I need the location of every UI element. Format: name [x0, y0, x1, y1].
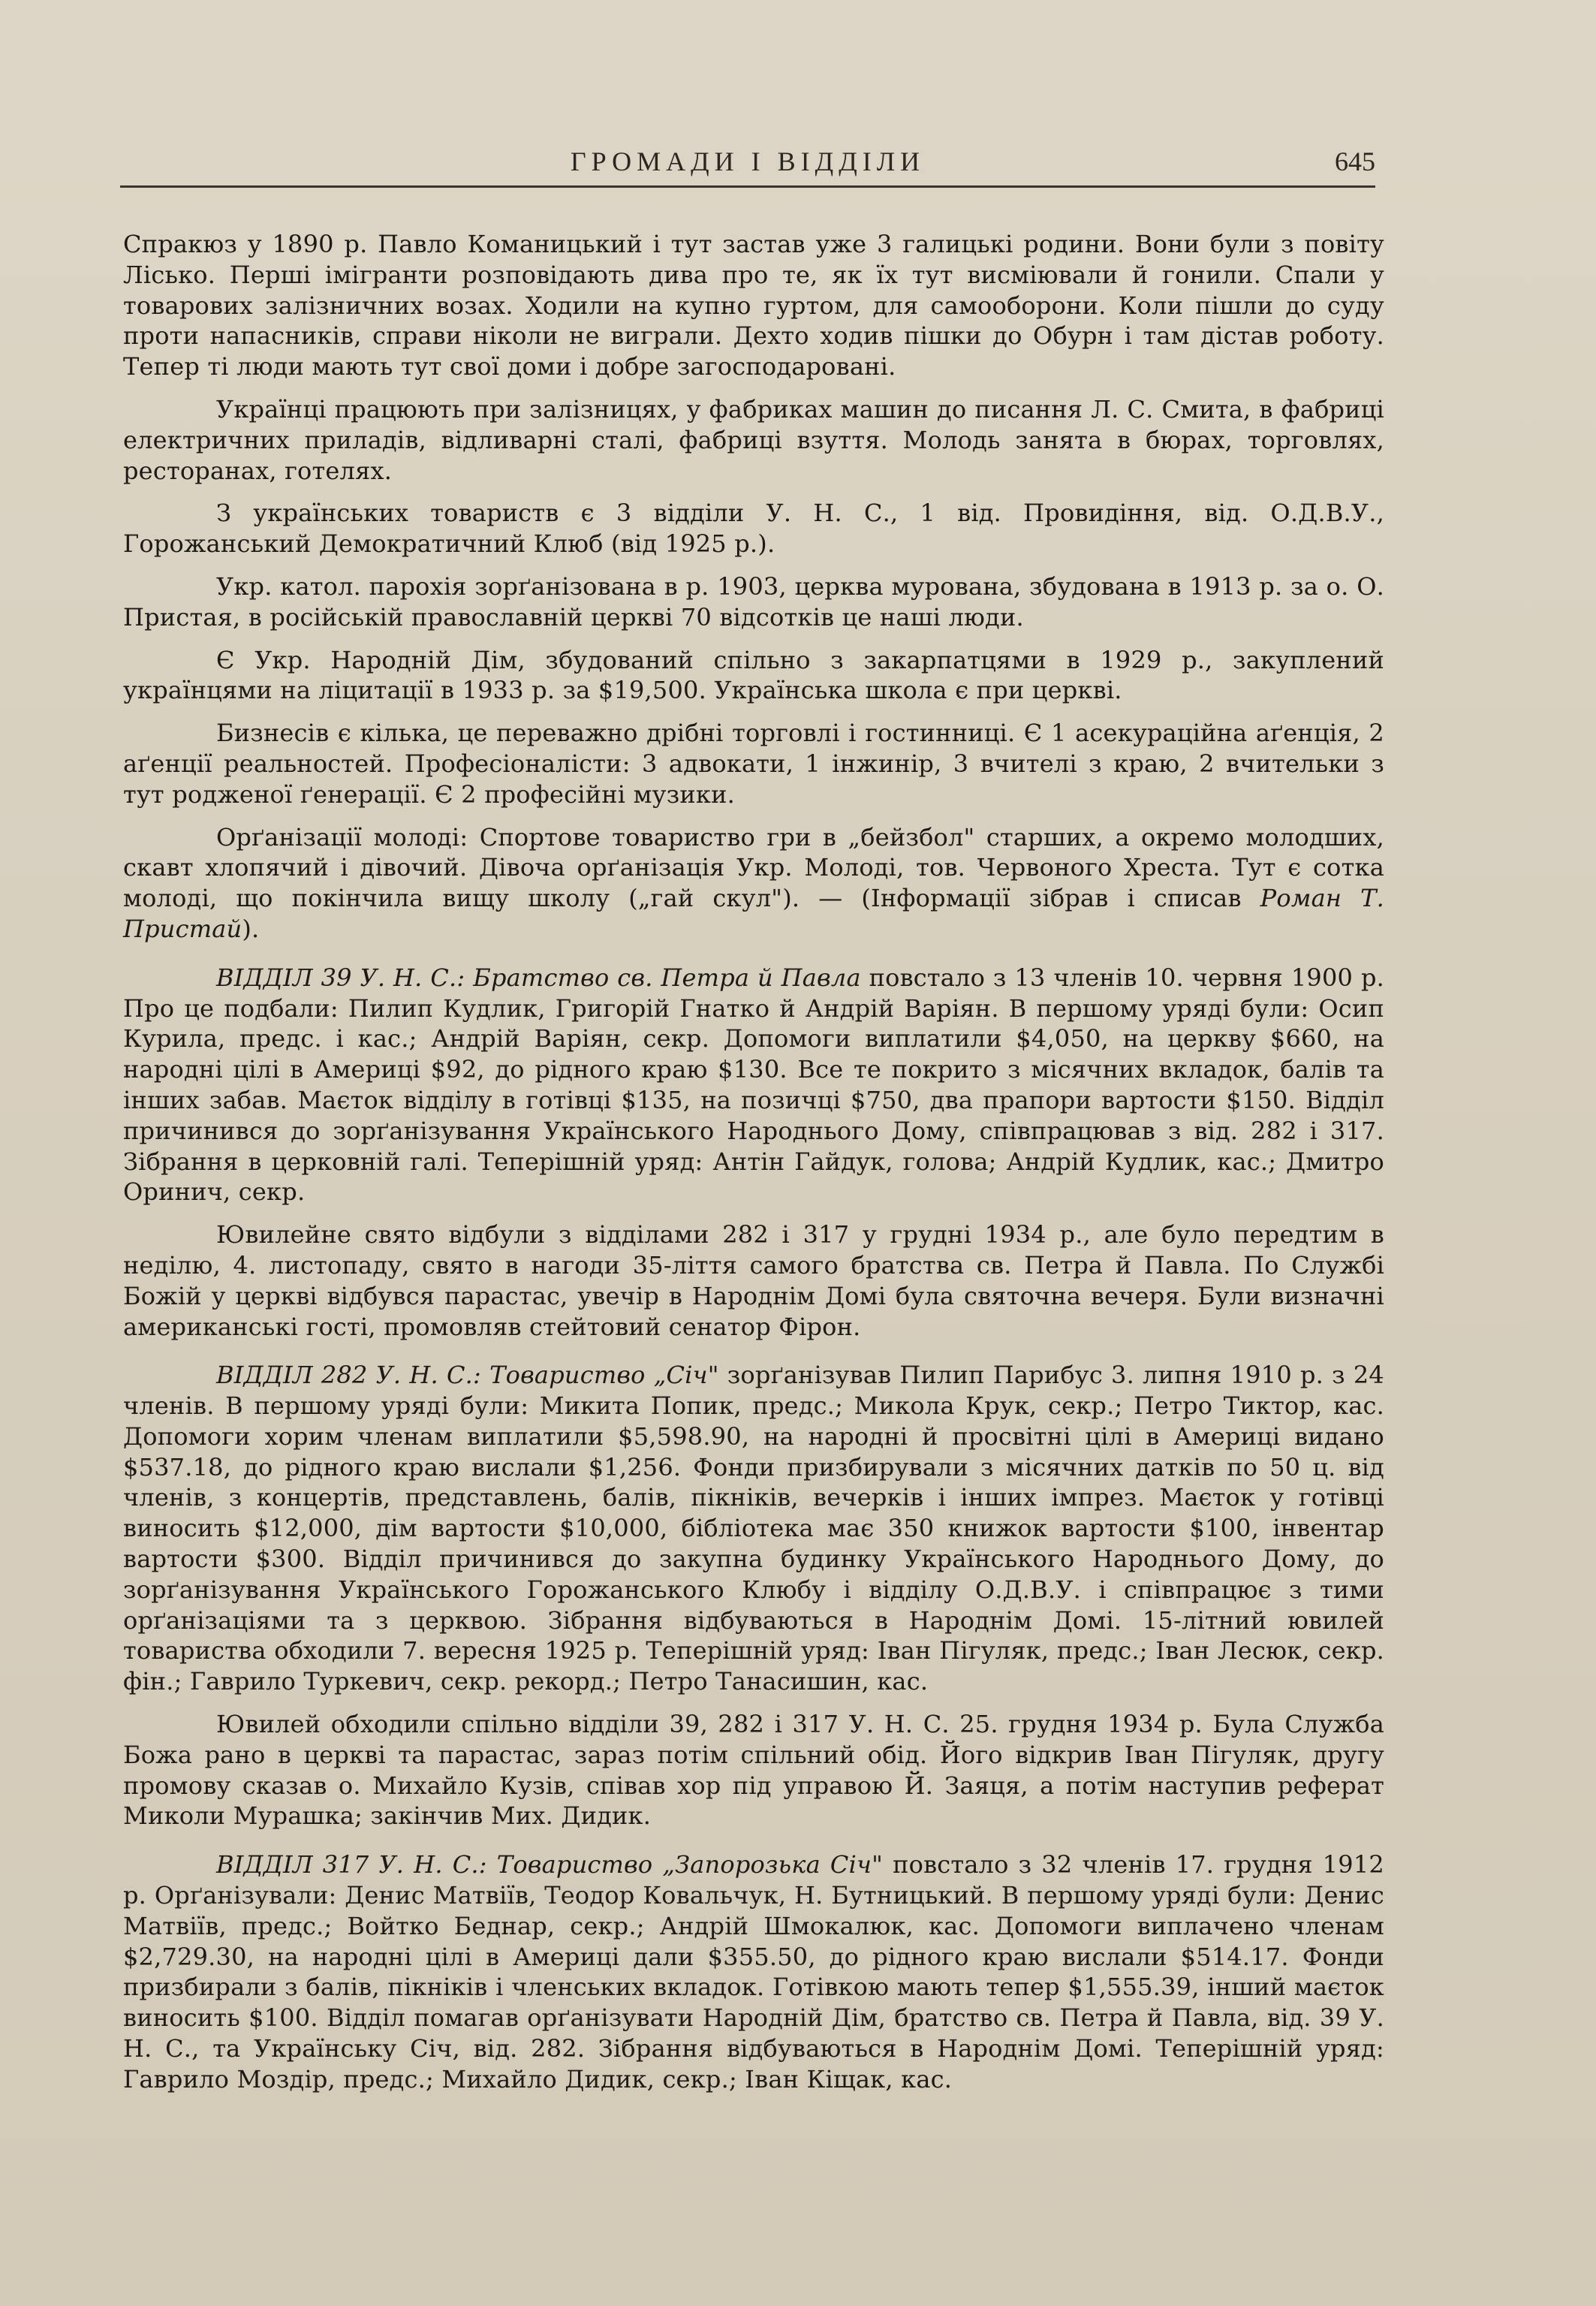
- paragraph-text: Спракюз у 1890 р. Павло Команицький і тут застав уже 3 галицькі родини. Вони були з повіту Лісько. Перші імігранти розповідають дива про те, як їх тут висміювали й гонили. Спали у товарових залізничних возах. Ходили на купно гуртом, для самооборони. Коли пішли до суду проти напасників, справи ніколи не виграли. Дехто ходив пішки до Обурн і там дістав роботу. Тепер ті люди мають тут свої доми і добре загосподаровані.: [123, 230, 1384, 381]
- paragraph-branch-282: [123, 1360, 1384, 1697]
- paragraph-text: З українських товариств є 3 відділи У. Н. С., 1 від. Провидіння, від. О.Д.В.У., Горожанський Демократичний Клюб (від 1925 р.).: [123, 499, 1384, 559]
- paragraph-parish: [123, 571, 1384, 633]
- paragraph-text: Орґанізації молоді: Спортове товариство гри в „бейзбол" старших, а окремо молодших, скавт хлопячий і дівочий. Дівоча орґанізація Укр. Молоді, тов. Червоного Хреста. Тут є сотка молоді, що покінчила вищу школу („гай скул"). — (Інформації зібрав і списав: [123, 822, 1384, 913]
- paragraph-text: Українці працюють при залізницях, у фабриках машин до писання Л. С. Смита, в фабриці електричних приладів, відливарні сталі, фабриці взуття. Молодь занята в бюрах, торговлях, ресторанах, готелях.: [123, 394, 1384, 485]
- header-rule: [120, 185, 1375, 188]
- section-heading-branch-317: ВІДДІЛ 317 У. Н. С.: Товариство „Запорозька Січ": [216, 1850, 884, 1879]
- paragraph-tail: ).: [242, 914, 260, 943]
- author-signature: Роман Т. Пристай: [123, 884, 1384, 943]
- paragraph-jubilee-39: [123, 1219, 1384, 1342]
- paragraph-text: Ювилейне свято відбули з відділами 282 і 317 у грудні 1934 р., але було передтим в неділю, 4. листопаду, свято в нагоди 35-ліття самого братства св. Петра й Павла. По Службі Божій у церкві відбувся парастас, увечір в Народнім Домі була святочна вечеря. Були визначні американські гості, промовляв стейтовий сенатор Фірон.: [123, 1220, 1384, 1341]
- section-heading-branch-282: ВІДДІЛ 282 У. Н. С.: Товариство „Січ": [216, 1361, 719, 1390]
- paragraph-text: повстало з 32 членів 17. грудня 1912 р. Орґанізували: Денис Матвіїв, Теодор Ковальчук, Н. Бутницький. В першому уряді були: Денис Матвіїв, предс.; Войтко Беднар, секр.; Андрій Шмокалюк, кас. Допомоги виплачено членам $2,729.30, на народні цілі в Америці дали $355.50, до рідного краю вислали $514.17. Фонди призбирали з балів, пікніків і членських вкладок. Готівкою мають тепер $1,555.39, інший маєток виносить $100. Відділ помагав орґанізувати Народній Дім, братство св. Петра й Павла, від. 39 У. Н. С., та Українську Січ, від. 282. Зібрання відбуваються в Народнім Домі. Теперішній уряд: Гаврило Моздір, предс.; Михайло Дидик, секр.; Іван Кіщак, кас.: [123, 1850, 1384, 2093]
- section-heading-branch-39: ВІДДІЛ 39 У. Н. С.: Братство св. Петра й Павла: [216, 963, 861, 992]
- paragraph-joint-jubilee: [123, 1709, 1384, 1831]
- paragraph-text: зорґанізував Пилип Парибус 3. липня 1910 р. з 24 членів. В першому уряді були: Микита Попик, предс.; Микола Крук, секр.; Петро Тиктор, кас. Допомоги хорим членам виплатили $5,598.90, на народні й просвітні цілі в Америці видано $537.18, до рідного краю вислали $1,256. Фонди призбирували з місячних датків по 50 ц. від членів, з концертів, представлень, балів, пікніків, вечерків і інших імпрез. Маєток у готівці виносить $12,000, дім вартости $10,000, бібліотека має 350 книжок вартости $100, інвентар вартости $300. Відділ причинився до закупна будинку Українського Народнього Дому, до зорґанізування Українського Горожанського Клюбу і відділу О.Д.В.У. і співпрацює з тими орґанізаціями та з церквою. Зібрання відбуваються в Народнім Домі. 15-літний ювилей товариства обходили 7. вересня 1925 р. Теперішній уряд: Іван Пігуляк, предс.; Іван Лесюк, секр. фін.; Гаврило Туркевич, секр. рекорд.; Петро Танасишин, кас.: [123, 1361, 1384, 1696]
- page-header: [120, 141, 1375, 188]
- paragraph-text: Укр. катол. парохія зорґанізована в р. 1903, церква мурована, збудована в 1913 р. за о. О. Пристая, в російській православній церкві 70 відсотків це наші люди.: [123, 571, 1384, 632]
- paragraph-syracuse-arrival: [123, 229, 1384, 382]
- paragraph-text: повстало з 13 членів 10. червня 1900 р. Про це подбали: Пилип Кудлик, Григорій Гнатко й Андрій Варіян. В першому уряді були: Осип Курила, предс. і кас.; Андрій Варіян, секр. Допомоги виплатили $4,050, на церкву $660, на народні цілі в Америці $92, до рідного краю $130. Все те покрито з місячних вкладок, балів та інших забав. Маєток відділу в готівці $135, на позичці $750, два прапори вартости $150. Відділ причинився до зорґанізування Українського Народнього Дому, співпрацював з від. 282 і 317. Зібрання в церковній галі. Теперішній уряд: Антін Гайдук, голова; Андрій Кудлик, кас.; Дмитро Оринич, секр.: [123, 963, 1385, 1207]
- paragraph-text: Ювилей обходили спільно відділи 39, 282 і 317 У. Н. С. 25. грудня 1934 р. Була Служба Божа рано в церкві та парастас, зараз потім спільний обід. Його відкрив Іван Пігуляк, другу промову сказав о. Михайло Кузів, співав хор під управою Й. Заяця, а потім наступив реферат Миколи Мурашка; закінчив Мих. Дидик.: [123, 1710, 1384, 1831]
- paragraph-businesses: [123, 718, 1384, 809]
- paragraph-branch-39: [123, 963, 1384, 1207]
- body-text: [123, 229, 1384, 2107]
- paragraph-employment: [123, 394, 1384, 486]
- page-number: 645: [1335, 146, 1375, 176]
- paragraph-youth: [123, 822, 1384, 945]
- paragraph-national-home: [123, 645, 1384, 707]
- paragraph-text: Є Укр. Народній Дім, збудований спільно з закарпатцями в 1929 р., закуплений українцями на ліцитації в 1933 р. за $19,500. Українська школа є при церкві.: [123, 645, 1384, 705]
- paragraph-societies: [123, 498, 1384, 559]
- running-title: ГРОМАДИ І ВІДДІЛИ: [570, 146, 926, 176]
- paragraph-branch-317: [123, 1849, 1384, 2094]
- paragraph-text: Бизнесів є кілька, це переважно дрібні торговлі і гостинниці. Є 1 асекураційна аґенція, 2 аґенції реальностей. Професіоналісти: 3 адвокати, 1 інжинір, 3 вчителі з краю, 2 вчительки з тут родженої ґенерації. Є 2 професійні музики.: [123, 719, 1384, 809]
